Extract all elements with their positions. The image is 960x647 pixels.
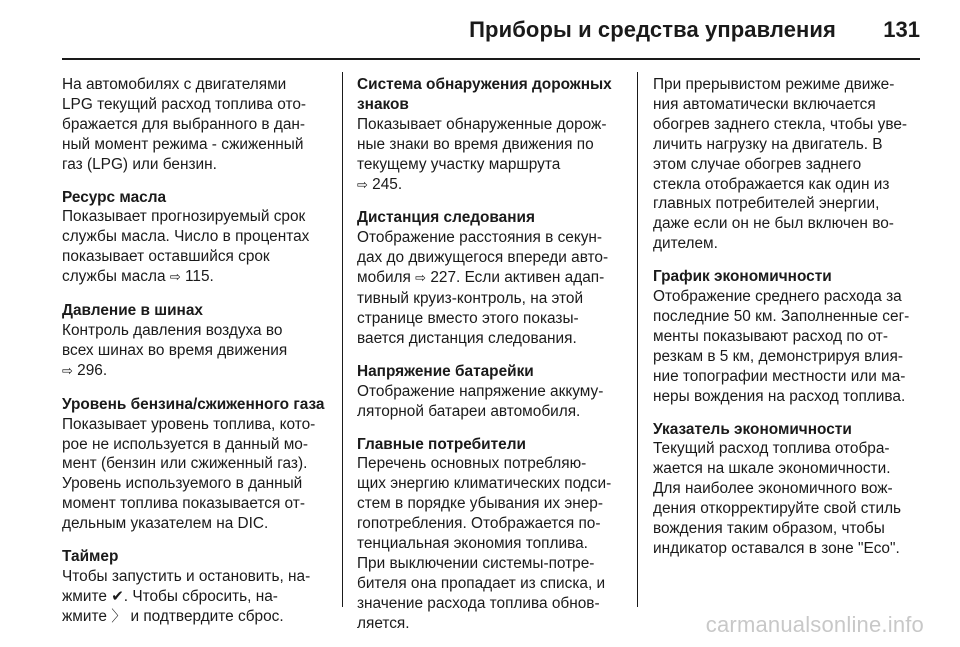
page-header [0, 0, 960, 62]
text-line: бителя она пропадает из списка, и [357, 574, 606, 592]
text-line: жмите 〉 и подтвердите сброс. [62, 606, 284, 625]
text-line: LPG текущий расход топлива ото- [62, 95, 307, 113]
text-line: Уровень используемого в данный [62, 475, 303, 493]
text-column-2 [357, 75, 629, 647]
text-line: ние топографии местности или ма- [653, 367, 906, 385]
text-line: дах до движущегося впереди авто- [357, 249, 609, 267]
section [653, 420, 925, 559]
text-line: мобиля ⇨ 227. Если активен адап- [357, 269, 605, 287]
text-line: тивный круиз-контроль, на этой [357, 290, 584, 308]
text-line: менты показывают расход по от- [653, 327, 888, 345]
section [62, 188, 334, 289]
text-line: На автомобилях с двигателями [62, 76, 287, 93]
text-line: резкам в 5 км, демонстрируя влия- [653, 347, 903, 365]
text-line: показывает оставшийся срок [62, 248, 270, 266]
text-line: газ (LPG) или бензин. [62, 155, 217, 173]
text-line: индикатор оставался в зоне "Eco". [653, 539, 900, 557]
text-line: Контроль давления воздуха во [62, 321, 283, 339]
section [62, 301, 334, 382]
section-heading: Давление в шинах [62, 302, 203, 320]
chevron-right-icon: 〉 [111, 606, 127, 625]
text-line: тенциальная экономия топлива. [357, 535, 588, 553]
watermark: carmanualsonline.info [705, 612, 924, 637]
section-heading: Дистанция следования [357, 209, 535, 227]
text-line: личить нагрузку на двигатель. В [653, 135, 883, 153]
section [62, 395, 334, 534]
section-heading: Система обнаружения дорожных знаков [357, 76, 612, 113]
column-divider-1 [342, 72, 343, 607]
section-heading: График экономичности [653, 268, 832, 286]
text-line: дельным указателем на DIC. [62, 515, 269, 533]
section-heading: Таймер [62, 548, 119, 566]
text-line: этом случае обогрев заднего [653, 155, 862, 173]
text-line: службы масла ⇨ 115. [62, 268, 214, 286]
text-line: ⇨ 296. [62, 361, 108, 379]
text-line: При выключении системы-потре- [357, 554, 595, 572]
page-reference-arrow-icon: ⇨ [169, 270, 181, 286]
text-line: вается дистанция следования. [357, 329, 577, 347]
text-line: ляторной батареи автомобиля. [357, 402, 581, 420]
text-line: ные знаки во время движения по [357, 135, 594, 153]
text-line: значение расхода топлива обнов- [357, 594, 600, 612]
text-line: главных потребителей энергии, [653, 195, 880, 213]
text-line: Показывает обнаруженные дорож- [357, 115, 607, 133]
text-line: рое не используется в данный мо- [62, 435, 308, 453]
header-divider [62, 58, 920, 60]
text-line: Перечень основных потребляю- [357, 455, 587, 473]
text-line: Показывает уровень топлива, кото- [62, 415, 316, 433]
page-title: Приборы и средства управления [469, 17, 836, 42]
page-number: 131 [883, 17, 920, 42]
check-icon: ✔ [111, 586, 124, 605]
page-reference-arrow-icon: ⇨ [357, 177, 368, 193]
section [62, 75, 334, 175]
text-line: вождения таким образом, чтобы [653, 520, 885, 538]
section [62, 547, 334, 627]
text-line: гопотребления. Отображается по- [357, 515, 601, 533]
text-line: стекла отображается как один из [653, 175, 890, 193]
text-line: обогрев заднего стекла, чтобы уве- [653, 115, 908, 133]
text-line: Для наиболее экономичного вож- [653, 480, 893, 498]
section [357, 75, 629, 195]
text-line: При прерывистом режиме движе- [653, 76, 895, 93]
text-line: дителем. [653, 235, 718, 253]
section-heading: Указатель экономичности [653, 420, 852, 438]
text-column-3 [653, 75, 925, 572]
text-line: последние 50 км. Заполненные сег- [653, 307, 910, 325]
text-line: дения откорректируйте свой стиль [653, 500, 902, 518]
text-line: ный момент режима - сжиженный [62, 135, 304, 153]
text-line: Показывает прогнозируемый срок [62, 208, 306, 226]
text-line: Текущий расход топлива отобра- [653, 440, 890, 458]
column-divider-2 [637, 72, 638, 607]
section-heading: Напряжение батарейки [357, 362, 534, 380]
text-line: жается на шкале экономичности. [653, 460, 891, 478]
section-heading: Главные потребители [357, 435, 526, 453]
text-line: всех шинах во время движения [62, 341, 288, 359]
text-line: жмите ✔. Чтобы сбросить, на- [62, 586, 278, 605]
section [357, 362, 629, 422]
section [653, 267, 925, 406]
section-heading: Уровень бензина/сжиженного газа [62, 395, 325, 413]
text-line: ляется. [357, 614, 410, 632]
text-line: Отображение расстояния в секун- [357, 229, 603, 247]
section [357, 435, 629, 634]
text-line: бражается для выбранного в дан- [62, 115, 306, 133]
section-heading: Ресурс масла [62, 188, 167, 206]
text-line: текущему участку маршрута [357, 155, 561, 173]
text-line: Чтобы запустить и остановить, на- [62, 567, 311, 585]
section [357, 208, 629, 348]
page-reference-arrow-icon: ⇨ [62, 363, 73, 379]
text-line: ния автоматически включается [653, 95, 876, 113]
page-reference-arrow-icon: ⇨ [415, 271, 427, 287]
section [653, 75, 925, 254]
text-column-1 [62, 75, 334, 640]
text-line: мент (бензин или сжиженный газ). [62, 455, 308, 473]
text-line: момент топлива показывается от- [62, 495, 305, 513]
text-line: щих энергию климатических подси- [357, 475, 612, 493]
text-line: службы масла. Число в процентах [62, 228, 310, 246]
text-line: Отображение напряжение аккуму- [357, 382, 604, 400]
text-line: странице вместо этого показы- [357, 309, 579, 327]
text-line: стем в порядке убывания их энер- [357, 495, 603, 513]
text-line: Отображение среднего расхода за [653, 288, 902, 306]
text-line: неры вождения на расход топлива. [653, 387, 906, 405]
text-line: ⇨ 245. [357, 175, 403, 193]
text-line: даже если он не был включен во- [653, 215, 894, 233]
